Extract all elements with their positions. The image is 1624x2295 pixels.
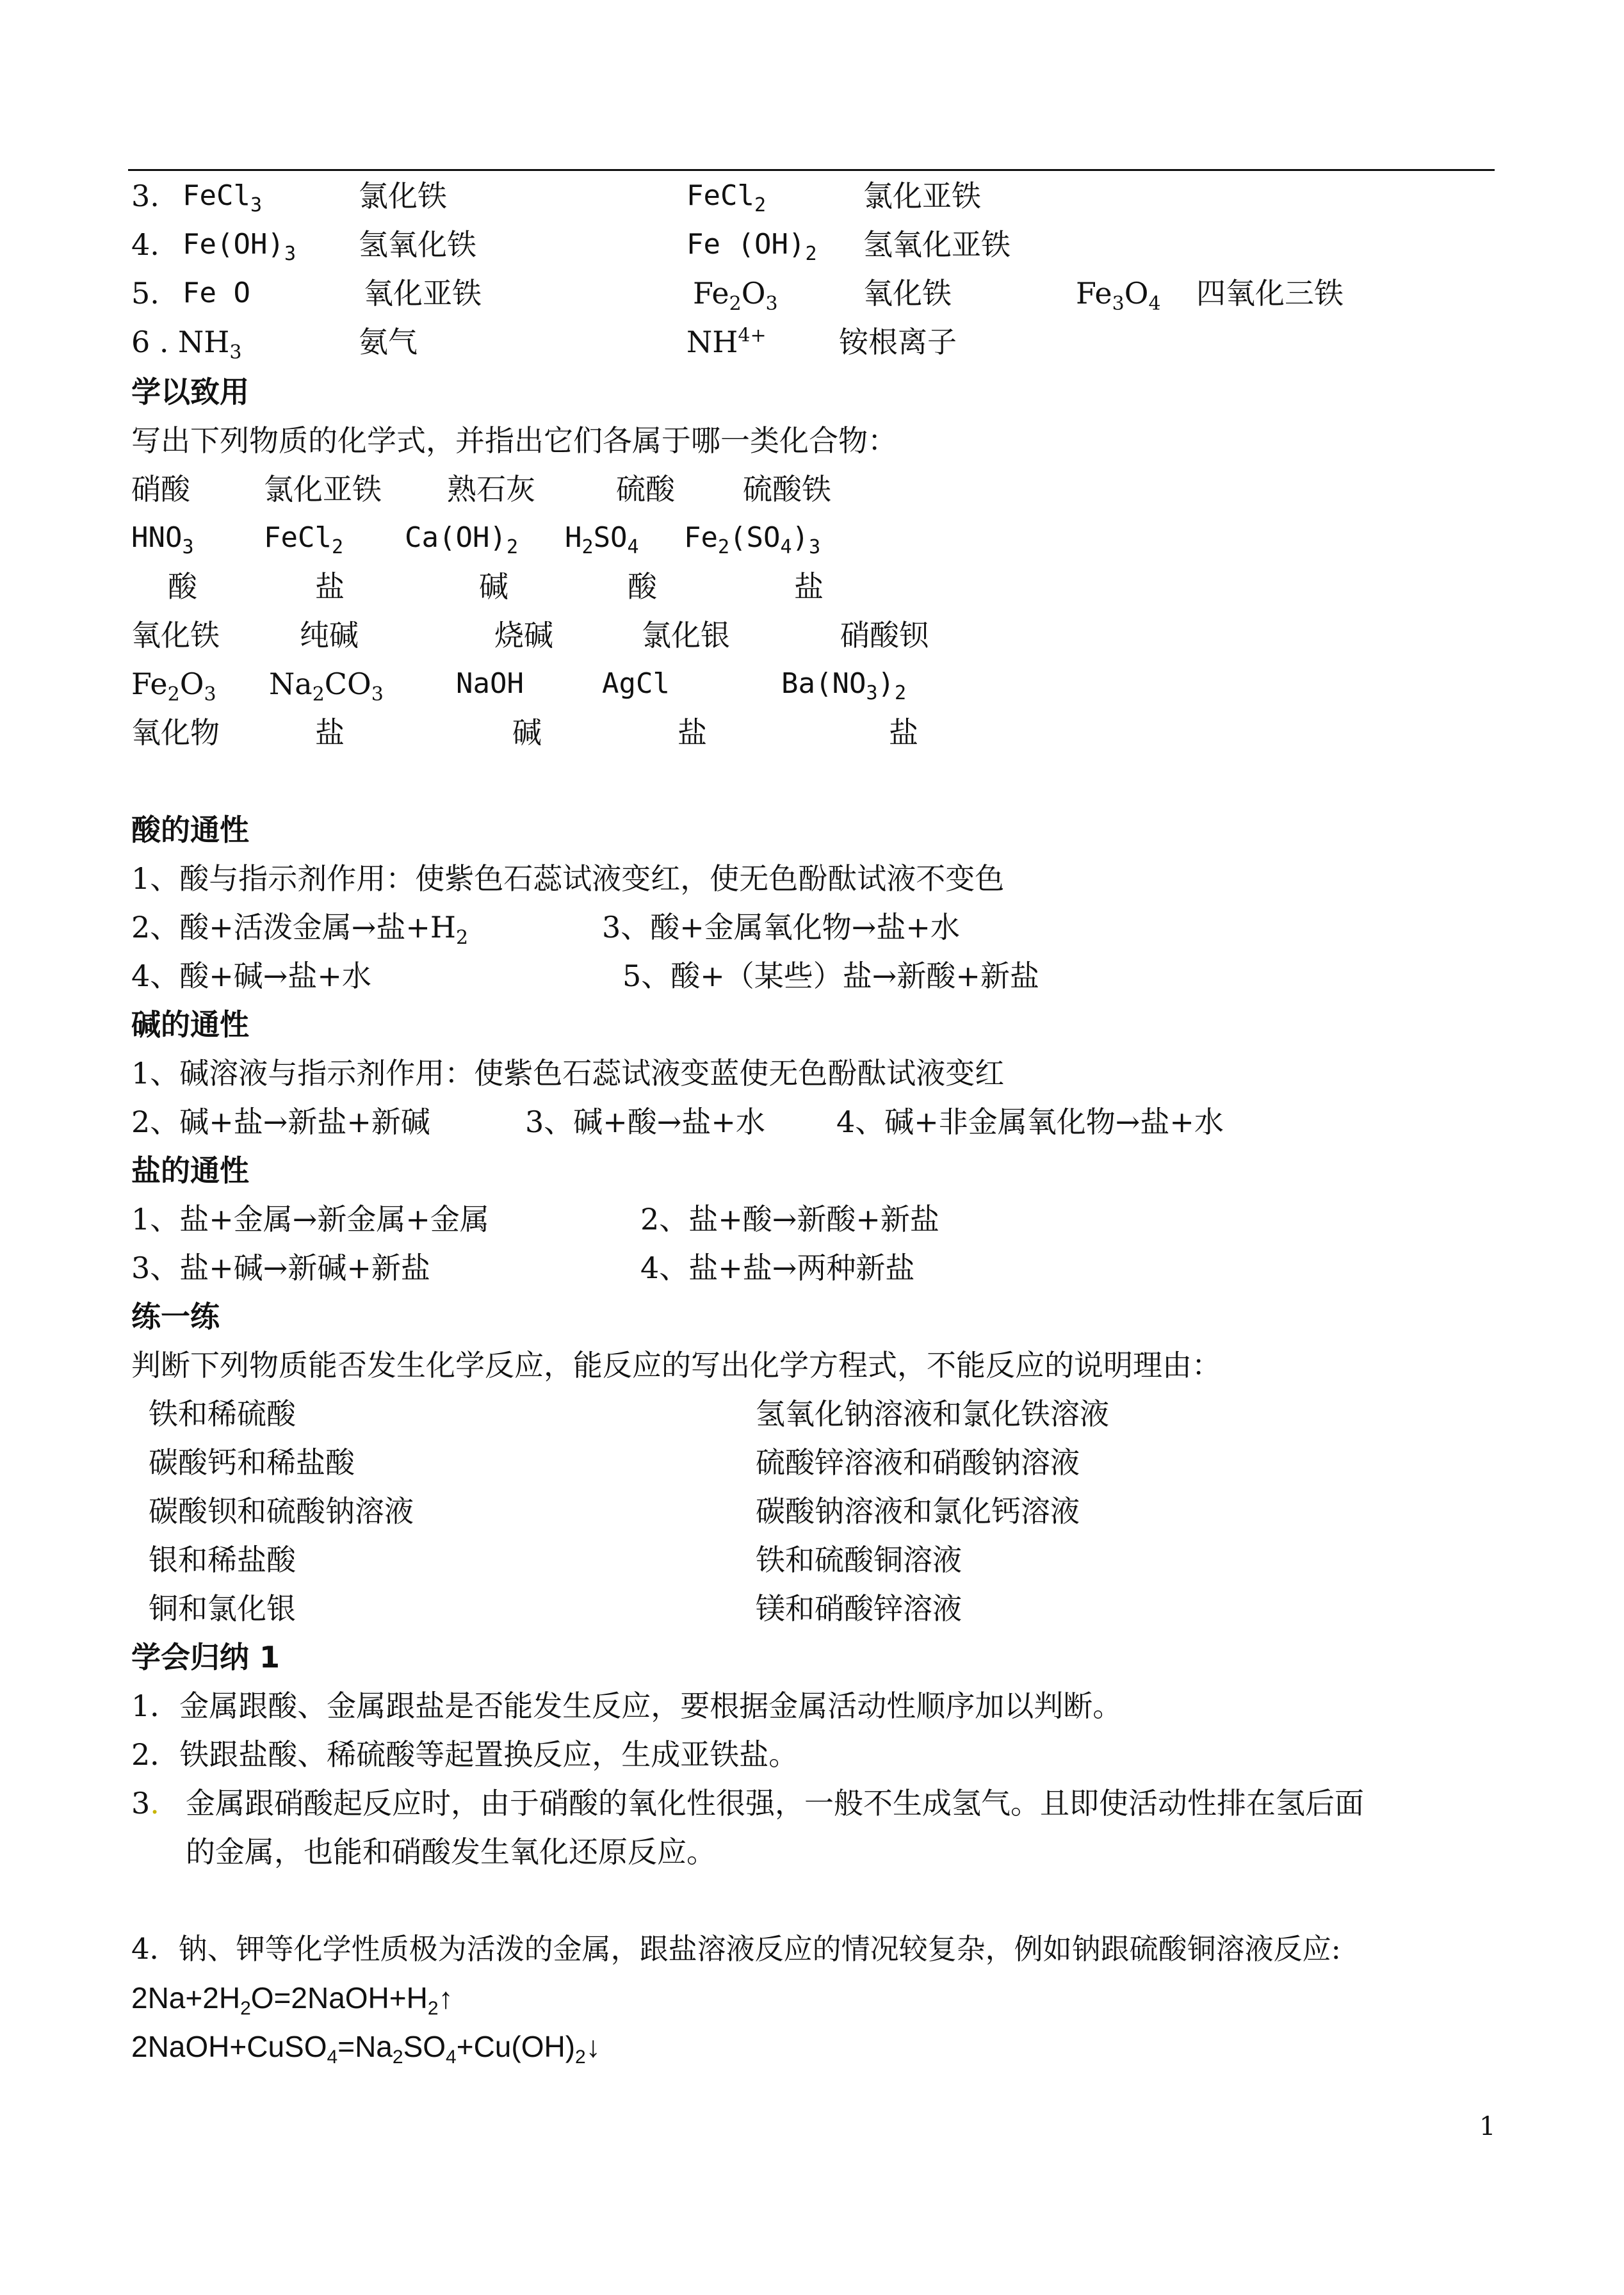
salt-line2a: 3、盐+碱→新碱+新盐 bbox=[131, 1251, 430, 1285]
base-line2c: 4、碱+非金属氧化物→盐+水 bbox=[836, 1105, 1224, 1139]
apply-formula1-b: FeCl$_2$ bbox=[264, 521, 344, 558]
row6-name2: 铵根离子 bbox=[839, 325, 957, 359]
up-arrow-icon: ↑ bbox=[438, 1981, 453, 2015]
row3-formula1: FeCl$_3$ bbox=[183, 179, 263, 216]
row5-name3: 四氧化三铁 bbox=[1196, 276, 1344, 311]
apply-formula2-e: $Ba(NO_3)_2$ bbox=[781, 667, 907, 704]
base-line2b: 3、碱+酸→盐+水 bbox=[525, 1105, 765, 1139]
apply-formula2-c: NaOH bbox=[456, 667, 524, 700]
practice-right-4: 铁和硫酸铜溶液 bbox=[756, 1543, 962, 1577]
acid-line1: 1、酸与指示剂作用：使紫色石蕊试液变红，使无色酚酞试液不变色 bbox=[131, 861, 1005, 896]
apply-formula2-a: $Fe_2O_3$ bbox=[131, 667, 216, 706]
salt-line1b: 2、盐+酸→新酸+新盐 bbox=[640, 1202, 939, 1237]
apply-instruction: 写出下列物质的化学式，并指出它们各属于哪一类化合物： bbox=[131, 423, 897, 458]
row5-name2: 氧化铁 bbox=[863, 276, 952, 311]
page-number: 1 bbox=[1479, 2112, 1496, 2141]
apply-name2-e: 硝酸钡 bbox=[840, 618, 929, 653]
row6-number: 6 . bbox=[131, 325, 169, 359]
apply-formula1-e: $Fe_2(SO_4)_3$ bbox=[684, 521, 821, 558]
apply-name1-d: 硫酸 bbox=[616, 472, 675, 507]
apply-name2-a: 氧化铁 bbox=[131, 618, 220, 653]
practice-right-3: 碳酸钠溶液和氯化钙溶液 bbox=[756, 1494, 1080, 1529]
apply-name2-b: 纯碱 bbox=[300, 618, 359, 653]
heading-base: 碱的通性 bbox=[131, 1007, 249, 1042]
apply-type1-e: 盐 bbox=[794, 569, 824, 604]
apply-type2-d: 盐 bbox=[678, 715, 707, 750]
row4-number: 4. bbox=[131, 227, 159, 262]
apply-formula1-d: $H_2SO_4$ bbox=[565, 521, 639, 558]
apply-type2-c: 碱 bbox=[512, 715, 542, 750]
apply-type2-b: 盐 bbox=[315, 715, 345, 750]
row5-formula2: $Fe_2O_3$ bbox=[693, 276, 778, 316]
apply-name2-d: 氯化银 bbox=[642, 618, 730, 653]
row4-formula1: $Fe(OH)_3$ bbox=[183, 228, 296, 265]
apply-type1-a: 酸 bbox=[168, 569, 197, 604]
down-arrow-icon: ↓ bbox=[585, 2030, 601, 2063]
summary-p1: 1．金属跟酸、金属跟盐是否能发生反应，要根据金属活动性顺序加以判断。 bbox=[131, 1689, 1123, 1723]
row5-number: 5. bbox=[131, 276, 159, 311]
base-line2a: 2、碱+盐→新盐+新碱 bbox=[131, 1105, 430, 1139]
practice-right-5: 镁和硝酸锌溶液 bbox=[756, 1591, 962, 1626]
apply-type1-c: 碱 bbox=[479, 569, 508, 604]
row6-formula2: $NH^{4+}$ bbox=[686, 324, 767, 359]
apply-formula1-a: $HNO_3$ bbox=[131, 521, 194, 558]
salt-line1a: 1、盐+金属→新金属+金属 bbox=[131, 1202, 489, 1237]
practice-left-4: 银和稀盐酸 bbox=[149, 1543, 296, 1577]
row5-formula1: Fe O bbox=[183, 277, 250, 309]
practice-right-1: 氢氧化钠溶液和氯化铁溶液 bbox=[756, 1397, 1109, 1431]
row3-formula2: FeCl$_2$ bbox=[686, 179, 767, 216]
apply-type2-a: 氧化物 bbox=[131, 715, 220, 750]
practice-instruction: 判断下列物质能否发生化学反应，能反应的写出化学方程式，不能反应的说明理由： bbox=[131, 1348, 1221, 1383]
acid-line2a: 2、酸+活泼金属→盐$+H_2$ bbox=[131, 910, 469, 950]
heading-acid: 酸的通性 bbox=[131, 813, 249, 847]
heading-apply: 学以致用 bbox=[131, 375, 249, 409]
apply-name2-c: 烧碱 bbox=[494, 618, 553, 653]
heading-salt: 盐的通性 bbox=[131, 1153, 249, 1188]
summary-p4: 4．钠、钾等化学性质极为活泼的金属，跟盐溶液反应的情况较复杂，例如钠跟硫酸铜溶液反应: bbox=[131, 1932, 1341, 1966]
base-line1: 1、碱溶液与指示剂作用：使紫色石蕊试液变蓝使无色酚酞试液变红 bbox=[131, 1056, 1005, 1091]
apply-formula2-b: $Na_2CO_3$ bbox=[269, 667, 384, 706]
header-rule bbox=[128, 169, 1495, 171]
summary-p3-line2: 的金属，也能和硝酸发生氧化还原反应。 bbox=[186, 1835, 716, 1869]
apply-name1-b: 氯化亚铁 bbox=[264, 472, 382, 507]
practice-right-2: 硫酸锌溶液和硝酸钠溶液 bbox=[756, 1445, 1080, 1480]
acid-line3a: 4、酸+碱→盐+水 bbox=[131, 959, 371, 993]
practice-left-1: 铁和稀硫酸 bbox=[149, 1397, 296, 1431]
summary-p3-line1: 金属跟硝酸起反应时，由于硝酸的氧化性很强，一般不生成氢气。且即使活动性排在氢后面 bbox=[186, 1786, 1364, 1821]
row3-name1: 氯化铁 bbox=[359, 179, 447, 213]
acid-line2b: 3、酸+金属氧化物→盐+水 bbox=[602, 910, 960, 945]
row4-formula2: Fe $(OH)_2$ bbox=[686, 228, 817, 265]
practice-left-2: 碳酸钙和稀盐酸 bbox=[149, 1445, 355, 1480]
heading-summary: 学会归纳 1 bbox=[131, 1640, 280, 1675]
row4-name2: 氢氧化亚铁 bbox=[863, 227, 1011, 262]
equation-2: $2NaOH+CuSO_4=Na_2SO_4+Cu(OH)_2↓$ bbox=[131, 2030, 601, 2068]
apply-formula1-c: $Ca(OH)_2$ bbox=[405, 521, 519, 558]
salt-line2b: 4、盐+盐→两种新盐 bbox=[640, 1251, 915, 1285]
row5-formula3: $Fe_3O_4$ bbox=[1076, 276, 1161, 316]
equation-1: $2Na+2H_2O=2NaOH+H_2↑$ bbox=[131, 1981, 453, 2020]
row4-name1: 氢氧化铁 bbox=[359, 227, 476, 262]
row6-name1: 氨气 bbox=[359, 325, 418, 359]
row3-name2: 氯化亚铁 bbox=[863, 179, 981, 213]
apply-name1-a: 硝酸 bbox=[131, 472, 190, 507]
acid-line3b: 5、酸+（某些）盐→新酸+新盐 bbox=[622, 959, 1039, 993]
summary-p3-number: 3. bbox=[131, 1786, 159, 1821]
apply-type1-d: 酸 bbox=[628, 569, 657, 604]
summary-p2: 2．铁跟盐酸、稀硫酸等起置换反应，生成亚铁盐。 bbox=[131, 1737, 799, 1772]
apply-name1-e: 硫酸铁 bbox=[743, 472, 831, 507]
practice-left-3: 碳酸钡和硫酸钠溶液 bbox=[149, 1494, 414, 1529]
row6-formula1: $NH_3$ bbox=[178, 325, 242, 364]
apply-formula2-d: AgCl bbox=[602, 667, 670, 700]
apply-name1-c: 熟石灰 bbox=[447, 472, 535, 507]
apply-type2-e: 盐 bbox=[889, 715, 918, 750]
row3-number: 3. bbox=[131, 179, 159, 213]
practice-left-5: 铜和氯化银 bbox=[149, 1591, 296, 1626]
apply-type1-b: 盐 bbox=[315, 569, 345, 604]
heading-practice: 练一练 bbox=[131, 1299, 220, 1334]
row5-name1: 氧化亚铁 bbox=[364, 276, 482, 311]
